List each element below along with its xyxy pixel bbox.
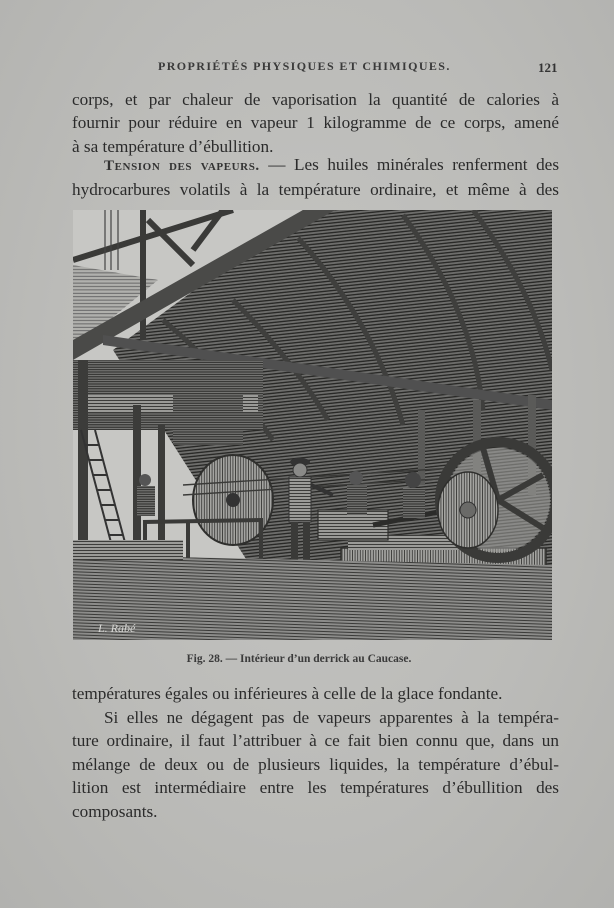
text-line: lition est intermédiaire entre les températures d’ébullition des <box>72 778 559 798</box>
text-line: températures égales ou inférieures à celle de la glace fondante. <box>72 684 503 703</box>
engraver-signature: L. Rabé <box>98 621 136 635</box>
floor <box>73 555 552 640</box>
text-line: corps, et par chaleur de vaporisation la quantité de calories à <box>72 90 559 109</box>
text-line: fournir pour réduire en vapeur 1 kilogramme de ce corps, amené <box>72 113 559 133</box>
text-line: mélange de deux ou de plusieurs liquides, la température d’ébul- <box>72 754 559 774</box>
paragraph-vapor-tension <box>72 153 559 202</box>
band-wheel-hub <box>226 493 240 507</box>
text-line: composants. <box>72 801 158 821</box>
text-line: hydrocarbures volatils à la température ordinaire, et même à des <box>72 180 559 200</box>
text-fragment: — Les huiles minérales renferment des <box>259 155 560 174</box>
figure-illustration <box>73 210 552 640</box>
text-line: Si elles ne dégagent pas de vapeurs apparentes à la tempéra- <box>104 708 559 727</box>
paragraph-mixture-boiling <box>72 706 559 823</box>
page-number: 121 <box>538 60 558 75</box>
figure-caption <box>0 653 614 665</box>
flywheel <box>438 442 552 558</box>
paragraph-melting-ice <box>72 682 559 705</box>
running-head: PROPRIÉTÉS PHYSIQUES ET CHIMIQUES. <box>158 59 451 73</box>
paragraph-vaporisation-heat <box>72 88 559 158</box>
text-line <box>72 153 559 178</box>
text-line: ture ordinaire, il faut l’attribuer à ce fait bien connu que, dans un <box>72 731 559 751</box>
section-heading: Tension des vapeurs. <box>104 158 260 174</box>
derrick-interior-engraving <box>73 210 552 640</box>
text-line: à sa température d’ébullition. <box>72 136 274 156</box>
caption-text: Fig. 28. — Intérieur d’un derrick au Caucase. <box>186 653 412 665</box>
bull-wheel-housing <box>173 390 243 445</box>
floor-platform <box>73 540 183 560</box>
